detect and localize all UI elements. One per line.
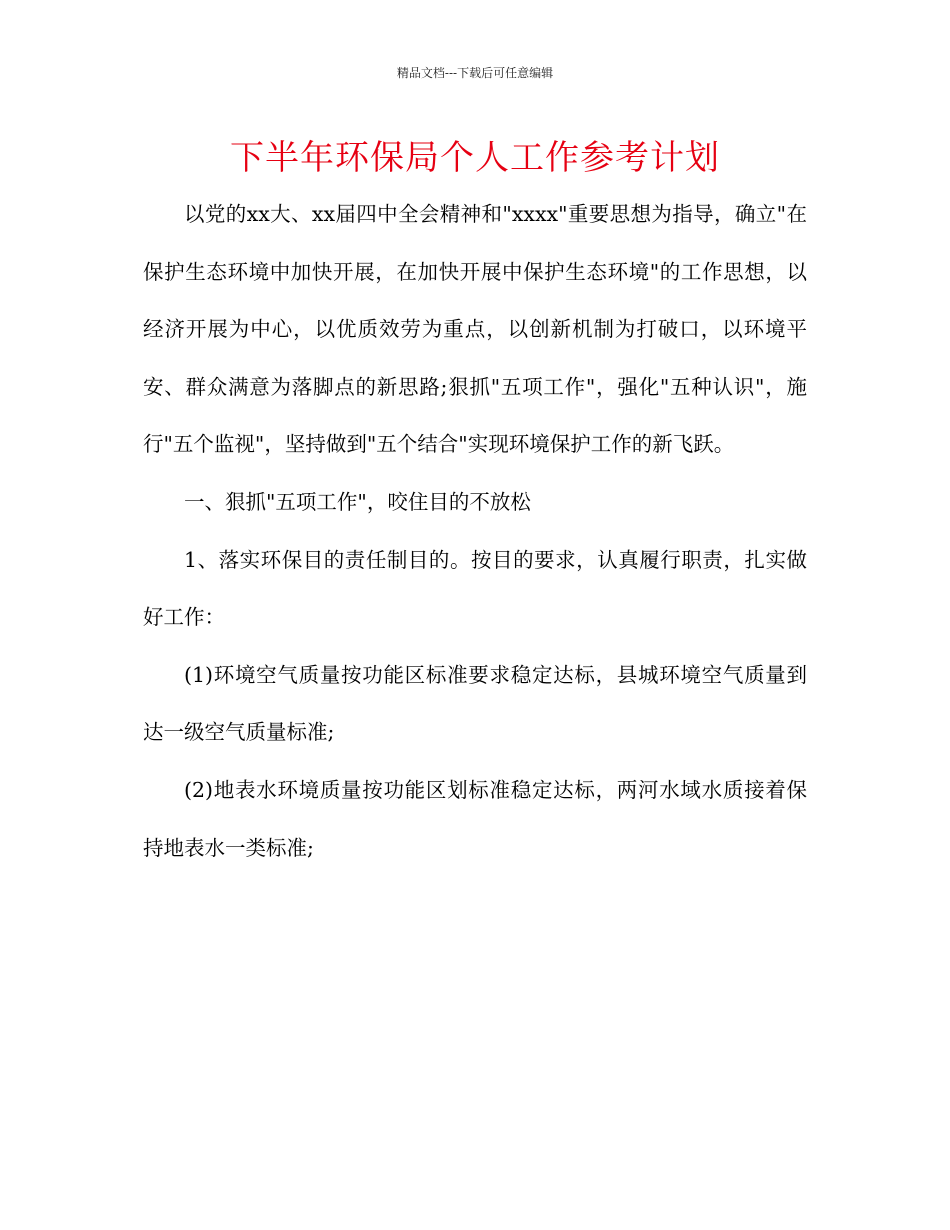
paragraph-subitem-1: (1)环境空气质量按功能区标准要求稳定达标，县城环境空气质量到达一级空气质量标准; <box>143 662 807 745</box>
paragraph-item-1: 1、落实环保目的责任制目的。按目的要求，认真履行职责，扎实做好工作： <box>143 547 807 630</box>
header-note: 精品文档---下载后可任意编辑 <box>396 66 554 80</box>
section-heading-1: 一、狠抓"五项工作"，咬住目的不放松 <box>184 489 531 514</box>
document-title: 下半年环保局个人工作参考计划 <box>230 138 720 178</box>
document-body <box>143 186 807 877</box>
paragraph-subitem-2: (2)地表水环境质量按功能区划标准稳定达标，两河水域水质接着保持地表水一类标准; <box>143 777 807 860</box>
paragraph-intro: 以党的xx大、xx届四中全会精神和"xxxx"重要思想为指导，确立"在保护生态环境中加快开展，在加快开展中保护生态环境"的工作思想，以经济开展为中心，以优质效劳为重点，以创新机制为打破口，以环境平安、群众满意为落脚点的新思路;狠抓"五项工作"，强化"五种认识"，施行"五个监视"，坚持做到"五个结合"实现环境保护工作的新飞跃。 <box>143 202 807 457</box>
